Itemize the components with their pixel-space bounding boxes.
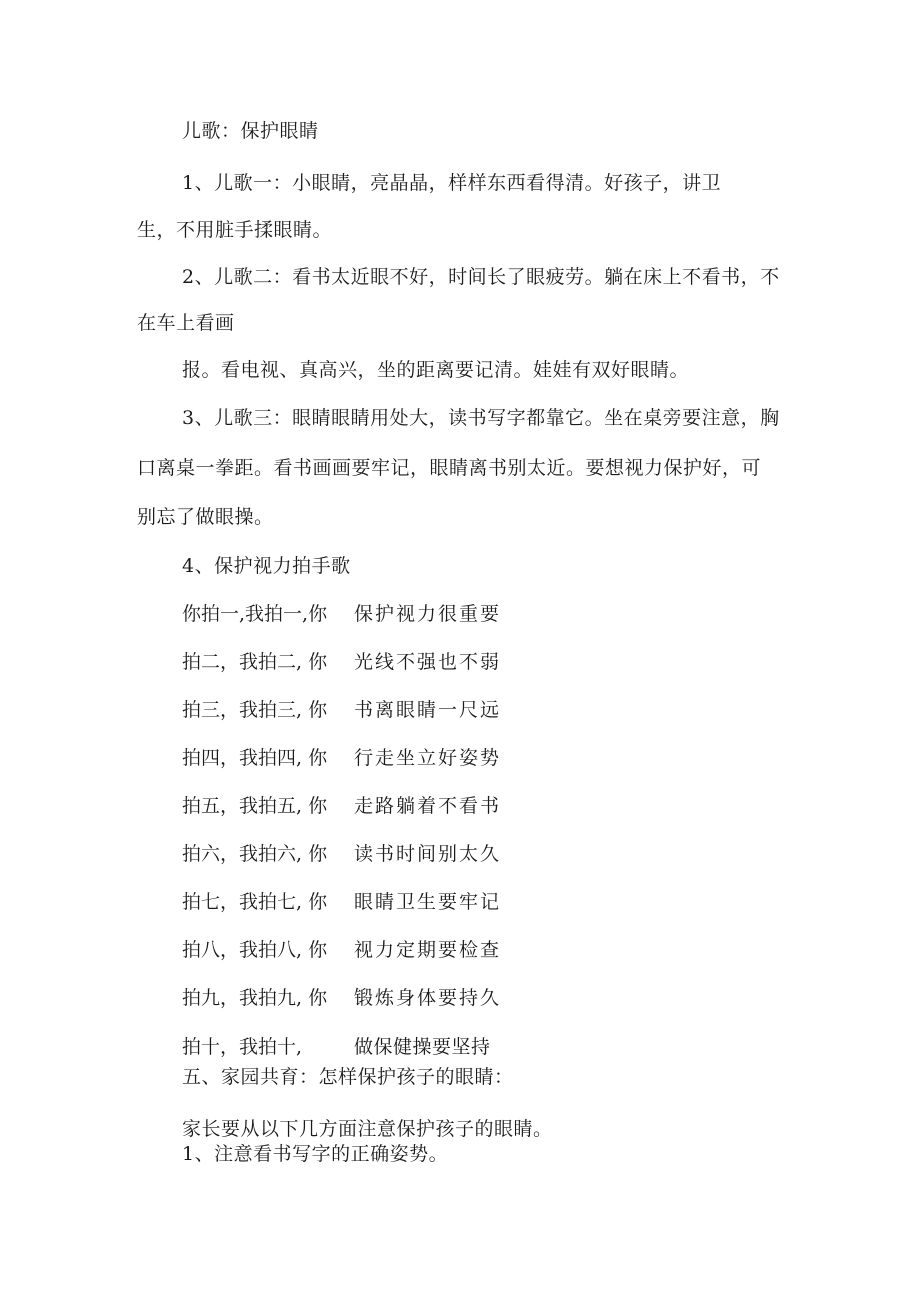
song4-title: 4、保护视力拍手歌 [182, 555, 351, 577]
clap-line [182, 698, 501, 722]
document-title: 儿歌：保护眼睛 [182, 120, 319, 142]
clap-line-lead: 拍七，我拍七, 你 [182, 891, 328, 913]
clap-line-lead: 拍二，我拍二, 你 [182, 651, 328, 673]
clap-line-text: 保护视力很重要 [354, 603, 502, 625]
clap-line-text: 书离眼睛一尺远 [354, 699, 502, 721]
section5-intro: 家长要从以下几方面注意保护孩子的眼睛。 [182, 1118, 553, 1140]
clap-line [182, 890, 501, 914]
section5-title: 五、家园共育：怎样保护孩子的眼睛： [182, 1066, 514, 1088]
clap-line [182, 986, 501, 1010]
clap-line-text: 走路躺着不看书 [354, 795, 502, 817]
song3-line3: 别忘了做眼操。 [137, 506, 274, 528]
clap-line [182, 938, 501, 962]
clap-line-lead: 拍九，我拍九, 你 [182, 987, 328, 1009]
clap-line [182, 794, 501, 818]
clap-line-text: 读书时间别太久 [354, 843, 502, 865]
clap-line-lead: 拍四，我拍四, 你 [182, 747, 328, 769]
clap-line [182, 842, 501, 866]
song3-line2: 口离桌一拳距。看书画画要牢记，眼睛离书别太近。要想视力保护好，可 [137, 457, 762, 479]
clap-line-text: 锻炼身体要持久 [354, 987, 502, 1009]
song2-line1: 2、儿歌二：看书太近眼不好，时间长了眼疲劳。躺在床上不看书，不 [182, 266, 780, 288]
clap-line-lead: 拍五，我拍五, 你 [182, 795, 328, 817]
clap-line-text: 眼睛卫生要牢记 [354, 891, 502, 913]
clap-line-lead: 拍八，我拍八, 你 [182, 939, 328, 961]
song2-line2: 在车上看画 [137, 312, 235, 334]
section5-item1: 1、注意看书写字的正确姿势。 [182, 1143, 449, 1165]
clap-line-lead: 拍三，我拍三, 你 [182, 699, 328, 721]
clap-line-text: 行走坐立好姿势 [354, 747, 502, 769]
song2-line3: 报。看电视、真高兴，坐的距离要记清。娃娃有双好眼睛。 [182, 359, 690, 381]
clap-line [182, 602, 501, 626]
clap-line [182, 746, 501, 770]
clap-line [182, 1035, 491, 1059]
clap-line-text: 光线不强也不弱 [354, 651, 502, 673]
song1-line1: 1、儿歌一：小眼睛，亮晶晶，样样东西看得清。好孩子，讲卫 [182, 172, 722, 194]
song3-line1: 3、儿歌三：眼睛眼睛用处大，读书写字都靠它。坐在桌旁要注意，胸 [182, 407, 780, 429]
clap-line-lead: 你拍一,我拍一,你 [182, 603, 328, 625]
clap-line-lead: 拍六，我拍六, 你 [182, 843, 328, 865]
song1-line2: 生，不用脏手揉眼睛。 [137, 219, 333, 241]
clap-line-text: 做保健操要坚持 [354, 1036, 491, 1058]
clap-line [182, 650, 501, 674]
clap-line-lead: 拍十，我拍十, [182, 1036, 303, 1058]
clap-line-text: 视力定期要检查 [354, 939, 502, 961]
